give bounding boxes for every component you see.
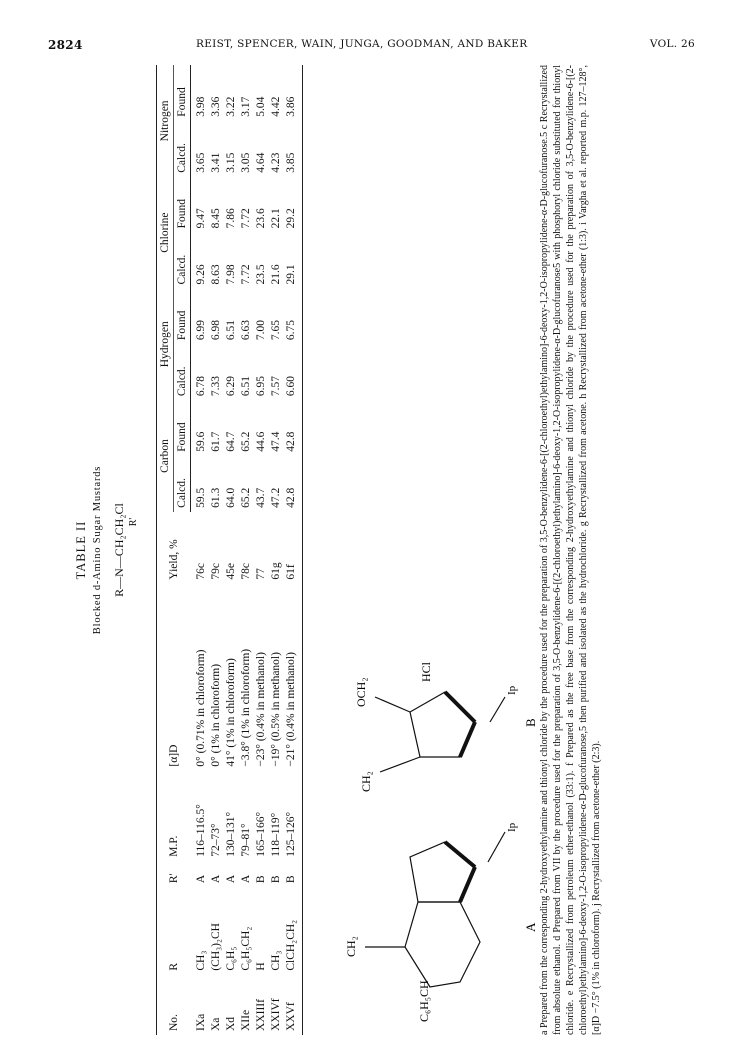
cell-h_found: 6.98 xyxy=(210,319,222,341)
cell-cl_calc: 29.1 xyxy=(284,232,303,288)
ring-a-left xyxy=(405,902,480,987)
ch2-bond-b xyxy=(380,757,420,772)
cell-rot: −19° (0.5% in methanol) xyxy=(270,652,282,767)
cell-rp: A xyxy=(225,874,237,884)
cell-h_found: 6.51 xyxy=(225,319,237,341)
cell-c_found: 65.2 xyxy=(240,431,252,452)
cell-mp: 79–81° xyxy=(240,823,252,857)
cell-rp: A xyxy=(194,874,207,884)
col-hydrogen: Hydrogen xyxy=(157,288,174,400)
cell-no: XXIVf xyxy=(270,998,282,1031)
cell-n_calc: 4.64 xyxy=(255,152,267,173)
structure-diagrams xyxy=(310,607,550,1027)
bold-bond xyxy=(460,867,475,902)
bold-bond xyxy=(445,692,475,722)
structure-a xyxy=(365,832,505,987)
cell-cl_found: 9.47 xyxy=(195,208,207,229)
cell-no: Xd xyxy=(225,1016,237,1031)
cell-cl_found: 29.2 xyxy=(284,177,303,233)
col-carbon: Carbon xyxy=(157,400,174,512)
label-ch2: CH₂ xyxy=(344,936,358,957)
cell-h_found: 6.75 xyxy=(284,288,303,344)
bold-bond xyxy=(460,722,475,757)
cell-n_found: 4.42 xyxy=(270,96,282,117)
cell-c_calc: 65.2 xyxy=(240,487,252,508)
cell-rp: B xyxy=(284,861,303,887)
cell-h_calc: 6.51 xyxy=(240,376,252,397)
cell-mp: 72–73° xyxy=(210,823,222,857)
cell-n_found: 3.86 xyxy=(284,65,303,121)
table-formula: R—N—CH₂CH₂Cl xyxy=(112,503,126,597)
table-row xyxy=(284,65,303,1035)
running-authors: REIST, SPENCER, WAIN, JUNGA, GOODMAN, AND BAKER xyxy=(196,38,528,50)
col-nitrogen: Nitrogen xyxy=(157,65,174,177)
cell-mp: 130–131° xyxy=(225,811,237,857)
label-structure-a: A xyxy=(523,922,538,932)
label-structure-b: B xyxy=(523,718,538,727)
sub-found: Found xyxy=(174,65,191,121)
col-r: R xyxy=(157,887,191,975)
cell-c_found: 42.8 xyxy=(284,400,303,456)
cell-rp: A xyxy=(240,874,252,884)
structure-b xyxy=(375,692,505,772)
cell-n_found: 3.17 xyxy=(240,96,252,117)
col-yield: Yield, % xyxy=(157,512,191,584)
cell-rot: 0° (1% in chloroform) xyxy=(210,663,222,767)
table-title: TABLE II xyxy=(74,520,88,580)
cell-r: C₆H₅CH₂ xyxy=(240,926,252,971)
cell-c_found: 64.7 xyxy=(225,431,237,452)
cell-yield: 61g xyxy=(270,562,282,580)
data-table xyxy=(156,65,303,1035)
cell-no: XIIe xyxy=(240,1009,252,1031)
cell-h_calc: 7.57 xyxy=(270,376,282,397)
cell-c_calc: 61.3 xyxy=(210,487,222,508)
table-row xyxy=(269,65,284,1035)
cell-rot: −23° (0.4% in methanol) xyxy=(255,652,267,767)
col-chlorine: Chlorine xyxy=(157,177,174,289)
cell-yield: 76c xyxy=(194,562,207,580)
ip-bond xyxy=(488,832,505,862)
cell-rot: 41° (1% in chloroform) xyxy=(225,658,237,767)
cell-n_calc: 3.65 xyxy=(195,152,207,173)
cell-yield: 77 xyxy=(255,568,267,580)
label-c6h5ch: C₆H₅CH xyxy=(417,980,431,1022)
page-number: 2824 xyxy=(48,38,83,52)
sub-found: Found xyxy=(174,288,191,344)
table-formula-sub: R' xyxy=(128,517,139,527)
cell-no: XXIIIf xyxy=(255,999,267,1031)
cell-c_found: 59.6 xyxy=(195,431,207,452)
cell-r: (CH₃)₂CH xyxy=(210,923,222,971)
cell-c_found: 44.6 xyxy=(255,431,267,452)
cell-cl_found: 22.1 xyxy=(270,208,282,229)
cell-yield: 79c xyxy=(210,562,222,580)
cell-yield: 61f xyxy=(284,512,303,584)
footnotes: a Prepared from the corresponding 2-hydroxyethylamine and thionyl chloride by the procedure used for the preparation of 3,5-O-benzylidene-6-[(2-chloroethyl)ethylamino]-6-deoxy-1,2-O-isopropylidene-α-D-glucofuranose.5 c Recrystallized from absolute ethanol. d Prepared from VII by the procedure used for the preparation of 3,5-O-benzylidene-6-[(2-chloroethyl)ethylamino]-6-deoxy-1,2-O-isopropylidene-α-D-glucofuranose5 with phosphoryl chloride substituted for thionyl chloride. e Recrystallized from petroleum ether-ethanol (33:1). f Prepared as the free base from the corresponding 2-hydroxyethylamine and thionyl chloride by the procedure used for the preparation of 3,5-O-benzylidene-6-[(2-chloroethyl)ethylamino]-6-deoxy-1,2-O-isopropylidene-α-D-glucofuranose,5 then purified and isolated as the hydrochloride. g Recrystallized from acetone. h Recrystallized from acetone-ether (1:3). i Vargha et al. reported m.p. 127–128°, [α]D −7.5° (1% in chloroform). j Recrystallized from acetone-ether (2:3). xyxy=(539,65,602,1035)
table-row xyxy=(254,65,269,1035)
table-row xyxy=(224,65,239,1035)
cell-r: H xyxy=(255,962,267,971)
cell-cl_calc: 23.5 xyxy=(255,264,267,285)
cell-n_found: 3.36 xyxy=(210,96,222,117)
label-ch2-b: CH₂ xyxy=(359,771,373,792)
sub-calcd: Calcd. xyxy=(174,456,191,512)
cell-h_calc: 6.60 xyxy=(284,344,303,400)
col-no: No. xyxy=(157,975,191,1035)
sub-found: Found xyxy=(174,400,191,456)
cell-cl_calc: 7.72 xyxy=(240,264,252,285)
cell-cl_found: 8.45 xyxy=(210,208,222,229)
cell-n_found: 3.22 xyxy=(225,96,237,117)
col-rprime: R' xyxy=(157,861,191,887)
cell-mp: 165–166° xyxy=(255,811,267,857)
cell-r: CH₃ xyxy=(270,950,282,971)
volume-label: VOL. 26 xyxy=(649,38,695,50)
cell-rot: 0° (0.71% in chloroform) xyxy=(194,649,207,767)
cell-mp: 125–126° xyxy=(284,771,303,861)
cell-r: CH₃ xyxy=(194,950,207,971)
sub-calcd: Calcd. xyxy=(174,232,191,288)
cell-cl_found: 7.86 xyxy=(225,208,237,229)
cell-mp: 118–119° xyxy=(270,812,282,857)
cell-rot: −3.8° (1% in chloroform) xyxy=(240,648,252,767)
och2-bond xyxy=(375,697,410,712)
label-hcl: HCl xyxy=(419,661,433,682)
cell-h_found: 7.00 xyxy=(255,319,267,341)
cell-rot: −21° (0.4% in methanol) xyxy=(284,584,303,771)
cell-h_calc: 6.78 xyxy=(195,376,207,397)
table-row xyxy=(191,65,210,1035)
cell-c_calc: 59.5 xyxy=(195,487,207,508)
bold-bond xyxy=(445,842,475,867)
table-row xyxy=(209,65,224,1035)
cell-h_found: 6.63 xyxy=(240,319,252,341)
cell-r: ClCH₂CH₂ xyxy=(284,887,303,975)
table-row xyxy=(239,65,254,1035)
cell-c_found: 47.4 xyxy=(270,431,282,452)
cell-n_found: 5.04 xyxy=(255,96,267,117)
cell-n_calc: 3.05 xyxy=(240,152,252,173)
cell-n_calc: 3.15 xyxy=(225,152,237,173)
cell-h_calc: 6.29 xyxy=(225,376,237,397)
cell-cl_calc: 21.6 xyxy=(270,264,282,285)
cell-cl_calc: 8.63 xyxy=(210,264,222,285)
cell-r: C₆H₅ xyxy=(225,946,237,971)
cell-c_calc: 47.2 xyxy=(270,487,282,508)
cell-h_calc: 6.95 xyxy=(255,376,267,397)
cell-no: Xa xyxy=(210,1017,222,1031)
label-och2: OCH₂ xyxy=(354,677,368,707)
table-subtitle: Blocked d-Amino Sugar Mustards xyxy=(92,465,103,635)
cell-rp: B xyxy=(255,875,267,884)
ip-bond-b xyxy=(490,697,505,722)
cell-cl_found: 23.6 xyxy=(255,208,267,229)
cell-cl_calc: 9.26 xyxy=(195,264,207,285)
col-rotation: [α]D xyxy=(157,584,191,771)
cell-n_calc: 4.23 xyxy=(270,152,282,173)
cell-c_calc: 43.7 xyxy=(255,487,267,508)
cell-no: XXVf xyxy=(284,975,303,1035)
cell-h_calc: 7.33 xyxy=(210,376,222,397)
cell-yield: 78c xyxy=(240,562,252,580)
sub-calcd: Calcd. xyxy=(174,344,191,400)
cell-n_found: 3.98 xyxy=(195,96,207,117)
sub-calcd: Calcd. xyxy=(174,121,191,177)
cell-yield: 45e xyxy=(225,562,237,580)
cell-c_found: 61.7 xyxy=(210,431,222,452)
cell-n_calc: 3.41 xyxy=(210,152,222,173)
cell-h_found: 6.99 xyxy=(195,319,207,341)
sub-found: Found xyxy=(174,177,191,233)
cell-cl_calc: 7.98 xyxy=(225,264,237,285)
cell-h_found: 7.65 xyxy=(270,319,282,341)
cell-no: IXa xyxy=(194,1013,207,1031)
label-ip-b: Ip xyxy=(506,685,518,695)
cell-rp: A xyxy=(210,874,222,884)
cell-mp: 116–116.5° xyxy=(194,804,207,857)
cell-cl_found: 7.72 xyxy=(240,208,252,229)
cell-c_calc: 64.0 xyxy=(225,487,237,508)
label-ip-a: Ip xyxy=(506,822,518,832)
cell-c_calc: 42.8 xyxy=(284,456,303,512)
cell-rp: B xyxy=(270,875,282,884)
cell-n_calc: 3.85 xyxy=(284,121,303,177)
rotated-table-block xyxy=(60,65,620,1035)
col-mp: M.P. xyxy=(157,771,191,861)
